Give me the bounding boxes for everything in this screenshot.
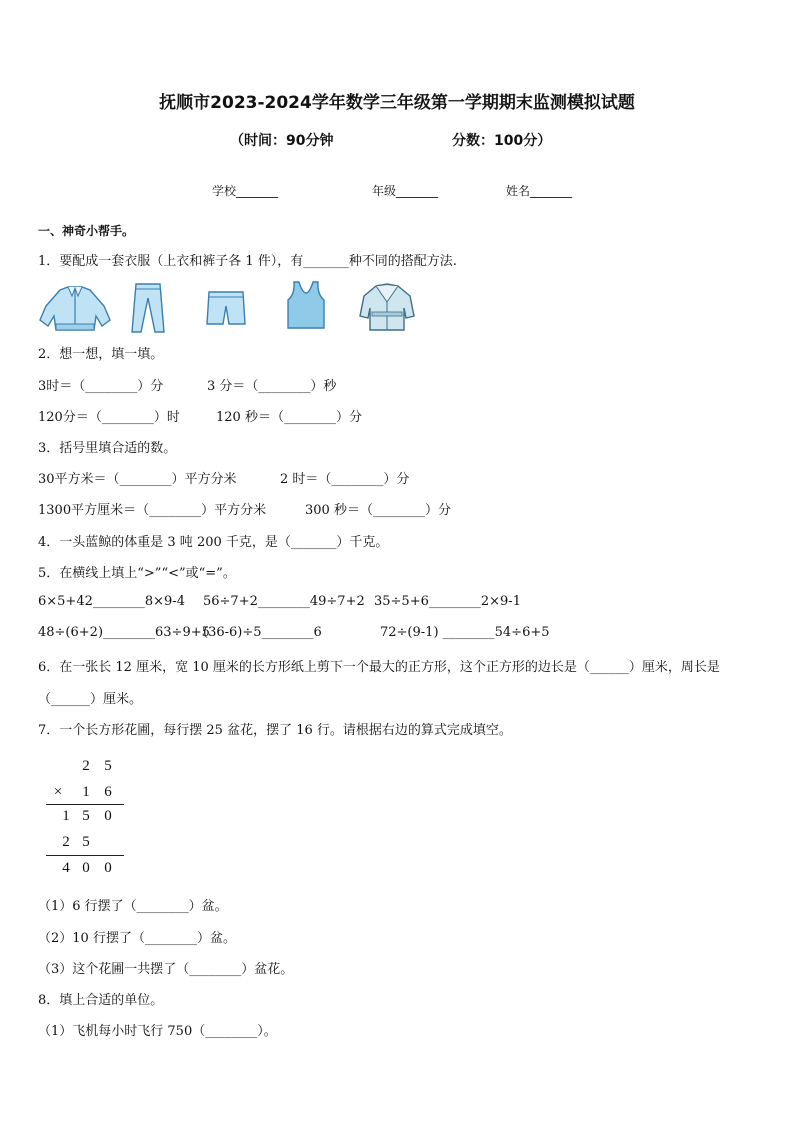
name-field[interactable]: 姓名_______ bbox=[506, 184, 573, 198]
q5-compare-5[interactable]: (36-6)÷5________6 bbox=[203, 625, 322, 640]
vertical-multiplication bbox=[44, 756, 126, 886]
pants-icon bbox=[128, 282, 168, 334]
exam-time: （时间：90分钟 bbox=[230, 133, 334, 149]
q2-blank-c[interactable]: 120分＝（________）时 bbox=[38, 410, 180, 425]
q8-blank-1[interactable]: （1）飞机每小时飞行 750（________）。 bbox=[38, 1024, 277, 1039]
q7-blank-3[interactable]: （3）这个花圃一共摆了（________）盆花。 bbox=[38, 962, 294, 977]
question-6: 6．在一张长 12 厘米，宽 10 厘米的长方形纸上剪下一个最大的正方形，这个正方形的边长是（______）厘米，周长是 bbox=[38, 660, 720, 675]
calc-digit: 6 bbox=[104, 784, 112, 800]
q5-compare-4[interactable]: 48÷(6+2)________63÷9+5 bbox=[38, 625, 210, 640]
q2-blank-b[interactable]: 3 分＝（________）秒 bbox=[207, 379, 337, 394]
q5-compare-6[interactable]: 72÷(9-1) ________54÷6+5 bbox=[380, 625, 550, 640]
q5-compare-1[interactable]: 6×5+42________8×9-4 bbox=[38, 594, 185, 609]
calc-digit: 0 bbox=[82, 860, 90, 876]
q2-blank-a[interactable]: 3时＝（________）分 bbox=[38, 379, 164, 394]
calc-digit: 0 bbox=[104, 860, 112, 876]
calc-digit: 5 bbox=[82, 808, 90, 824]
tank-top-icon bbox=[286, 280, 326, 330]
q7-blank-2[interactable]: （2）10 行摆了（________）盆。 bbox=[38, 931, 236, 946]
q3-blank-a[interactable]: 30平方米＝（________）平方分米 bbox=[38, 472, 237, 487]
q3-blank-c[interactable]: 1300平方厘米＝（________）平方分米 bbox=[38, 503, 267, 518]
question-4: 4．一头蓝鲸的体重是 3 吨 200 千克，是（_______）千克。 bbox=[38, 535, 389, 550]
calc-digit: 0 bbox=[104, 808, 112, 824]
jacket-icon bbox=[38, 284, 112, 334]
section-heading: 一、神奇小帮手。 bbox=[38, 224, 135, 238]
calc-digit: 5 bbox=[104, 758, 112, 774]
page-title: 抚顺市2023-2024学年数学三年级第一学期期末监测模拟试题 bbox=[159, 93, 635, 113]
q2-blank-d[interactable]: 120 秒＝（________）分 bbox=[216, 410, 362, 425]
coat-icon bbox=[358, 282, 416, 332]
calc-digit: 5 bbox=[82, 834, 90, 850]
q3-blank-b[interactable]: 2 时＝（________）分 bbox=[280, 472, 410, 487]
shorts-icon bbox=[206, 290, 246, 326]
question-3: 3．括号里填合适的数。 bbox=[38, 441, 177, 456]
q3-blank-d[interactable]: 300 秒＝（________）分 bbox=[305, 503, 451, 518]
calc-rule bbox=[46, 855, 124, 856]
question-5: 5．在横线上填上“>”“<”或“=”。 bbox=[38, 566, 236, 581]
question-6-cont: （______）厘米。 bbox=[38, 692, 143, 707]
question-8: 8．填上合适的单位。 bbox=[38, 993, 164, 1008]
grade-field[interactable]: 年级_______ bbox=[372, 184, 439, 198]
calc-digit: 1 bbox=[62, 808, 70, 824]
q7-blank-1[interactable]: （1）6 行摆了（________）盆。 bbox=[38, 899, 228, 914]
q5-compare-3[interactable]: 35÷5+6________2×9-1 bbox=[374, 594, 521, 609]
q5-compare-2[interactable]: 56÷7+2________49÷7+2 bbox=[203, 594, 365, 609]
calc-digit: 2 bbox=[62, 834, 70, 850]
calc-digit: 4 bbox=[62, 860, 70, 876]
calc-digit: 2 bbox=[82, 758, 90, 774]
calc-rule bbox=[46, 804, 124, 805]
question-7: 7．一个长方形花圃，每行摆 25 盆花，摆了 16 行。请根据右边的算式完成填空。 bbox=[38, 723, 512, 738]
school-field[interactable]: 学校_______ bbox=[212, 184, 279, 198]
question-1: 1．要配成一套衣服（上衣和裤子各 1 件），有_______种不同的搭配方法. bbox=[38, 254, 457, 269]
exam-score: 分数：100分） bbox=[452, 133, 552, 149]
calc-digit: 1 bbox=[82, 784, 90, 800]
question-2: 2．想一想，填一填。 bbox=[38, 347, 164, 362]
multiply-sign: × bbox=[53, 784, 63, 800]
